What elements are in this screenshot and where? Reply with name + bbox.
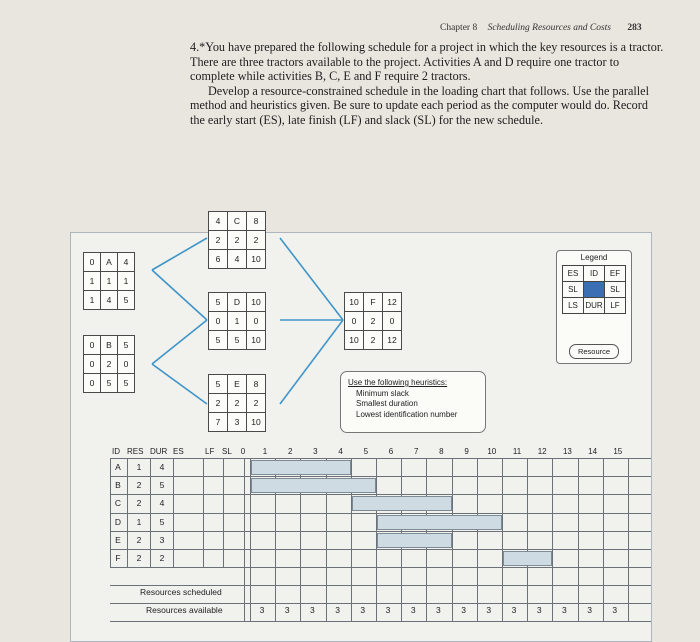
schedule-bar — [377, 515, 502, 530]
grid-line-vertical — [628, 458, 629, 621]
period-number: 12 — [537, 447, 547, 456]
grid-line-horizontal — [110, 458, 651, 459]
grid-line-vertical — [603, 458, 604, 621]
schedule-bar — [377, 533, 452, 548]
node-d-dur: 5 — [228, 331, 247, 350]
chapter-label: Chapter 8 — [440, 23, 478, 33]
period-number: 9 — [464, 447, 469, 456]
arrow-b-d — [152, 320, 207, 364]
node-a-slack-left: 1 — [84, 272, 101, 291]
legend-node — [562, 265, 626, 314]
period-number: 14 — [588, 447, 598, 456]
row-dur: 4 — [159, 498, 165, 508]
resource-available-cell: 3 — [486, 605, 492, 615]
node-d-es: 5 — [209, 293, 228, 312]
node-e-lf: 10 — [247, 413, 266, 432]
node-a-ef: 4 — [118, 253, 135, 272]
row-id: A — [115, 462, 121, 472]
row-res: 2 — [136, 553, 142, 563]
row-res: 2 — [136, 535, 142, 545]
resource-available-cell: 3 — [360, 605, 366, 615]
row-id: F — [115, 553, 121, 563]
node-b-slack-right: 0 — [118, 355, 135, 374]
node-b-lf: 5 — [118, 374, 135, 393]
row-dur: 5 — [159, 517, 165, 527]
legend-dur: DUR — [584, 298, 605, 314]
resource-available-cell: 3 — [410, 605, 416, 615]
grid-line-vertical — [244, 458, 245, 621]
node-d — [208, 292, 266, 350]
grid-line-vertical — [452, 458, 453, 621]
node-e-slack-left: 2 — [209, 394, 228, 413]
schedule-bar — [251, 478, 376, 493]
period-number: 5 — [363, 447, 369, 456]
problem-number: 4. — [190, 40, 200, 54]
period-number: 15 — [613, 447, 623, 456]
resource-available-cell: 3 — [436, 605, 441, 615]
node-a-es: 0 — [84, 253, 101, 272]
node-c-dur: 4 — [228, 250, 247, 269]
legend-ls: LS — [563, 298, 584, 314]
page-number: 283 — [627, 23, 642, 33]
node-c-lf: 10 — [247, 250, 266, 269]
node-b-dur: 5 — [101, 374, 118, 393]
grid-line-horizontal — [110, 603, 651, 604]
row-res: 1 — [136, 462, 142, 472]
row-id: D — [114, 517, 122, 527]
grid-line-horizontal — [110, 549, 651, 550]
node-d-ls: 5 — [209, 331, 228, 350]
schedule-bar — [352, 496, 452, 511]
heuristic-1: Minimum slack — [356, 388, 409, 398]
heuristics-box — [340, 371, 486, 433]
grid-line-horizontal — [110, 531, 651, 532]
node-c-ls: 6 — [209, 250, 228, 269]
node-e-slack-right: 2 — [247, 394, 266, 413]
row-id: B — [115, 480, 121, 490]
arrow-e-f — [280, 320, 343, 404]
legend-box — [556, 250, 632, 364]
node-b-id: B — [101, 336, 118, 355]
col-header-lf: LF — [205, 447, 215, 456]
legend-id: ID — [584, 266, 605, 282]
node-e-dur: 3 — [228, 413, 247, 432]
schedule-bar — [503, 551, 552, 566]
legend-lf: LF — [605, 298, 626, 314]
legend-resource-swatch — [584, 282, 605, 298]
problem-paragraph-2: Develop a resource-constrained schedule in the loading chart that follows. Use the parallel method and heuristics given. Be sure to update each period as the computer would do. Record the early start (ES), late finish (LF) and slack (SL) for the new schedule. — [190, 83, 649, 127]
node-f-slack-left: 0 — [345, 312, 364, 331]
heuristic-3: Lowest identification number — [356, 409, 458, 419]
node-a-dur: 4 — [101, 291, 118, 310]
period-number: 3 — [313, 447, 318, 456]
period-number: 11 — [512, 447, 522, 456]
node-f-slack-right: 0 — [383, 312, 402, 331]
col-header-id: ID — [112, 447, 120, 456]
resource-available-cell: 3 — [511, 605, 517, 615]
node-e-ef: 8 — [247, 375, 266, 394]
resource-available-cell: 3 — [385, 605, 391, 615]
node-d-id: D — [228, 293, 247, 312]
grid-line-vertical — [527, 458, 528, 621]
arrow-a-c — [152, 238, 207, 270]
node-f — [344, 292, 402, 350]
node-f-lf: 12 — [383, 331, 402, 350]
node-c-ef: 8 — [247, 212, 266, 231]
node-e-es: 5 — [209, 375, 228, 394]
grid-line-vertical — [578, 458, 579, 621]
arrow-a-d — [152, 270, 207, 320]
resources-scheduled-label: Resources scheduled — [140, 587, 222, 597]
resource-available-cell: 3 — [259, 605, 265, 615]
node-c-es: 4 — [209, 212, 228, 231]
row-id: C — [114, 498, 122, 508]
node-b-slack-left: 0 — [84, 355, 101, 374]
node-e — [208, 374, 266, 432]
col-header-sl: SL — [222, 447, 232, 456]
resource-available-cell: 3 — [310, 605, 315, 615]
period-number: 4 — [338, 447, 343, 456]
resource-available-cell: 3 — [587, 605, 592, 615]
period-number: 2 — [287, 447, 293, 456]
row-dur: 3 — [159, 535, 165, 545]
grid-line-horizontal — [110, 476, 651, 477]
grid-line-horizontal — [110, 585, 651, 586]
heuristic-2: Smallest duration — [356, 399, 418, 408]
node-c-slack-left: 2 — [209, 231, 228, 250]
legend-sl-left: SL — [563, 282, 584, 298]
node-f-es: 10 — [345, 293, 364, 312]
node-a-resource: 1 — [101, 272, 118, 291]
problem-text-1: *You have prepared the following schedule for a project in which the key resources is a tractor. There are three tractors available to the project. Activities A and D require one tractor to complete while activities B, C, E and F require 2 tractors. — [190, 40, 664, 84]
row-res: 1 — [136, 517, 142, 527]
grid-line-vertical — [552, 458, 553, 621]
node-f-id: F — [364, 293, 383, 312]
period-number: 10 — [487, 447, 497, 456]
period-number: 6 — [388, 447, 394, 456]
node-a — [83, 252, 135, 310]
row-res: 2 — [136, 498, 142, 508]
arrow-b-e — [152, 364, 207, 404]
node-f-dur: 2 — [364, 331, 383, 350]
heuristics-heading: Use the following heuristics: — [348, 378, 448, 387]
node-e-id: E — [228, 375, 247, 394]
legend-resource-label: Resource — [569, 344, 619, 359]
col-header-es: ES — [173, 447, 184, 456]
node-a-lf: 5 — [118, 291, 135, 310]
period-number: 0 — [240, 447, 246, 456]
node-b-ls: 0 — [84, 374, 101, 393]
node-d-slack-right: 0 — [247, 312, 266, 331]
resource-available-cell: 3 — [461, 605, 466, 615]
grid-line-vertical — [477, 458, 478, 621]
grid-line-horizontal — [110, 567, 651, 568]
node-d-resource: 1 — [228, 312, 247, 331]
row-dur: 2 — [159, 553, 165, 563]
node-f-ef: 12 — [383, 293, 402, 312]
node-a-slack-right: 1 — [118, 272, 135, 291]
grid-line-horizontal — [110, 494, 651, 495]
node-d-lf: 10 — [247, 331, 266, 350]
node-f-ls: 10 — [345, 331, 364, 350]
node-f-resource: 2 — [364, 312, 383, 331]
period-number: 8 — [439, 447, 444, 456]
row-dur: 4 — [159, 462, 165, 472]
row-res: 2 — [136, 480, 142, 490]
node-b-resource: 2 — [101, 355, 118, 374]
resource-available-cell: 3 — [612, 605, 618, 615]
row-dur: 5 — [159, 480, 165, 490]
node-a-ls: 1 — [84, 291, 101, 310]
node-b-ef: 5 — [118, 336, 135, 355]
legend-es: ES — [563, 266, 584, 282]
schedule-bar — [251, 460, 351, 475]
node-b — [83, 335, 135, 393]
node-c-id: C — [228, 212, 247, 231]
node-b-es: 0 — [84, 336, 101, 355]
legend-title: Legend — [580, 253, 608, 262]
resource-available-cell: 3 — [562, 605, 567, 615]
node-d-slack-left: 0 — [209, 312, 228, 331]
node-e-ls: 7 — [209, 413, 228, 432]
legend-ef: EF — [605, 266, 626, 282]
node-e-resource: 2 — [228, 394, 247, 413]
grid-line-horizontal — [110, 513, 651, 514]
chapter-title: Scheduling Resources and Costs — [487, 23, 611, 33]
grid-line-horizontal — [110, 621, 651, 622]
col-header-res: RES — [127, 447, 144, 456]
resource-available-cell: 3 — [536, 605, 542, 615]
node-d-ef: 10 — [247, 293, 266, 312]
node-c-slack-right: 2 — [247, 231, 266, 250]
row-id: E — [115, 535, 121, 545]
resources-available-label: Resources available — [146, 605, 223, 615]
resource-available-cell: 3 — [335, 605, 340, 615]
grid-line-vertical — [502, 458, 503, 621]
legend-sl-right: SL — [605, 282, 626, 298]
node-c — [208, 211, 266, 269]
node-c-resource: 2 — [228, 231, 247, 250]
period-number: 7 — [413, 447, 419, 456]
arrow-c-f — [280, 238, 343, 320]
period-number: 13 — [562, 447, 572, 456]
resource-available-cell: 3 — [284, 605, 290, 615]
col-header-dur: DUR — [150, 447, 168, 456]
period-number: 1 — [262, 447, 268, 456]
node-a-id: A — [101, 253, 118, 272]
